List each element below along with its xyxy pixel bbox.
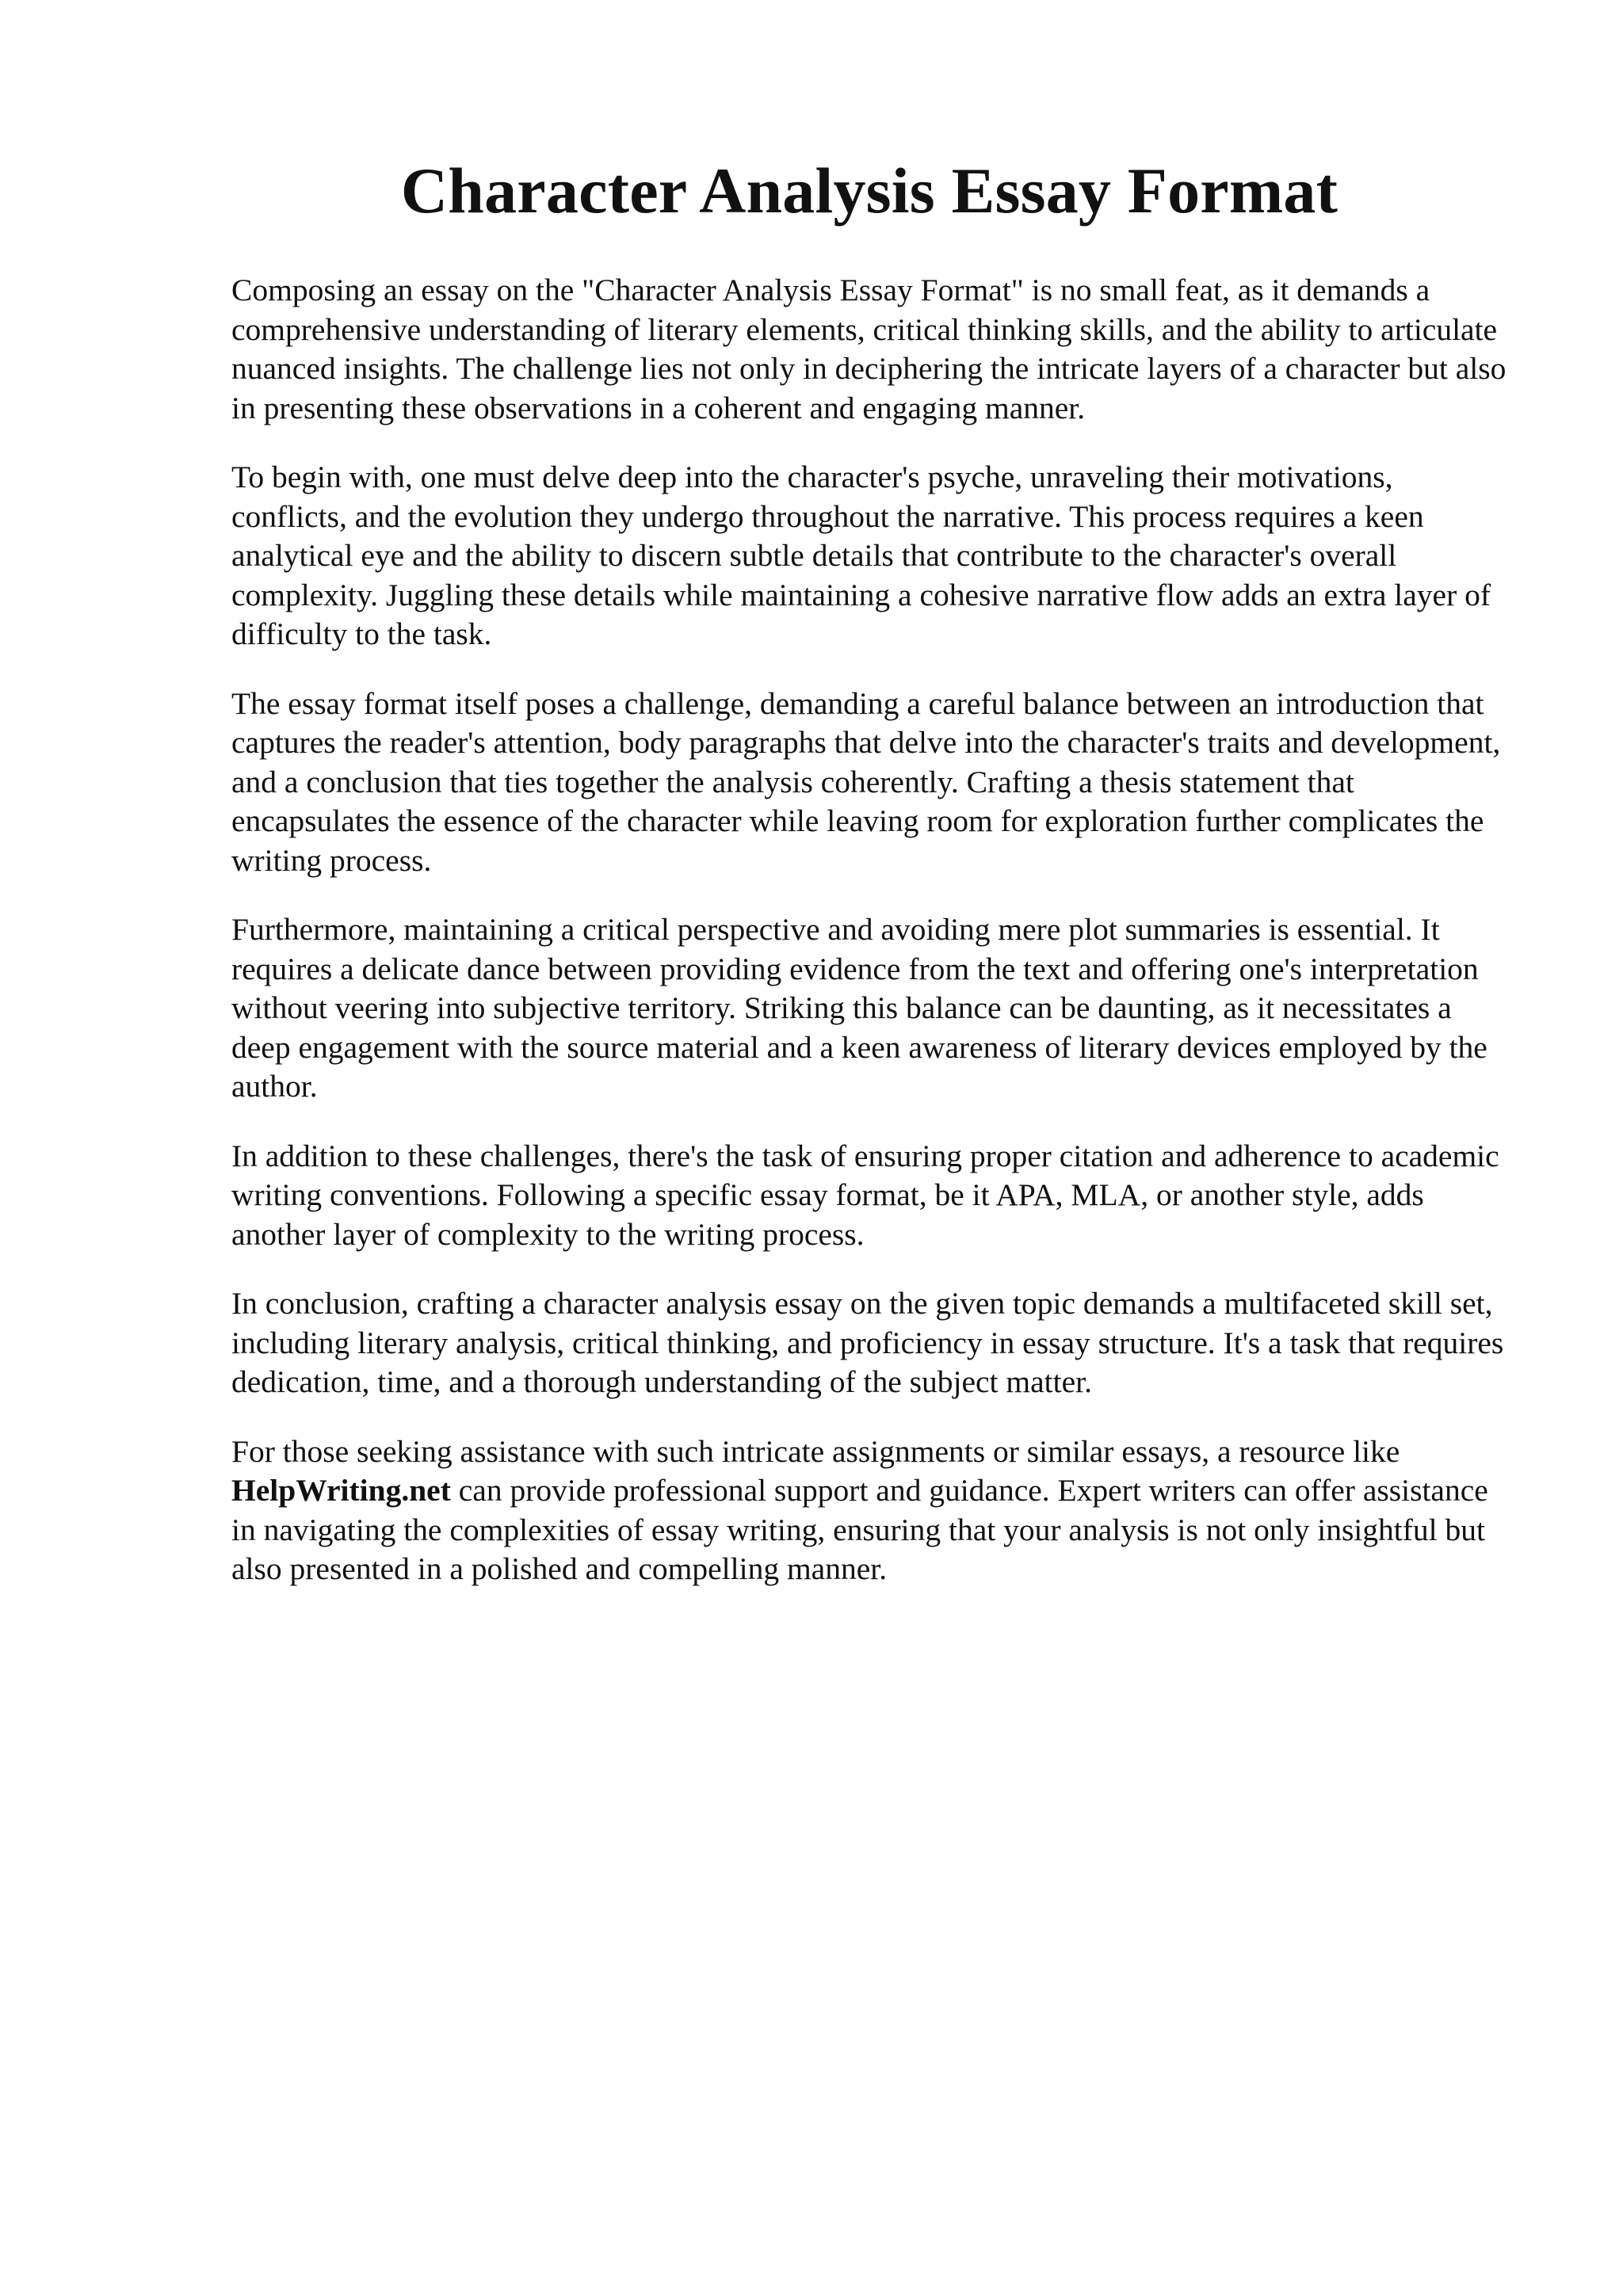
paragraph-psyche: To begin with, one must delve deep into the character's psyche, unraveling their motivations, conflicts, and the evolution they undergo throughout the narrative. This process requires a keen analytical eye and the ability to discern subtle details that contribute to the character's overall complexity. Juggling these details while maintaining a cohesive narrative flow adds an extra layer of difficulty to the task. [231,460,1491,651]
paragraph-citation: In addition to these challenges, there's the task of ensuring proper citation and adherence to academic writing conventions. Following a specific essay format, be it APA, MLA, or another style, adds another layer of complexity to the writing process. [231,1138,1499,1252]
document-body [231,147,1507,1619]
closing-text-after: can provide professional support and guidance. Expert writers can offer assistance in navigating the complexities of essay writing, ensuring that your analysis is not only insightful but also presented in a polished and compelling manner. [231,1473,1488,1586]
brand-name: HelpWriting.net [231,1473,451,1508]
paragraph-format: The essay format itself poses a challenge, demanding a careful balance between an introduction that captures the reader's attention, body paragraphs that delve into the character's traits and development, and a conclusion that ties together the analysis coherently. Crafting a thesis statement that encapsulates the essence of the character while leaving room for exploration further complicates the writing process. [231,685,1501,878]
paragraph-closing [231,1432,1507,1589]
document-title: Character Analysis Essay Format [400,154,1338,227]
closing-text-before: For those seeking assistance with such intricate assignments or similar essays, a resource like [231,1433,1400,1469]
paragraph-conclusion: In conclusion, crafting a character analysis essay on the given topic demands a multifaceted skill set, including literary analysis, critical thinking, and proficiency in essay structure. It's a task that requires dedication, time, and a thorough understanding of the subject matter. [231,1286,1504,1399]
paragraph-perspective: Furthermore, maintaining a critical perspective and avoiding mere plot summaries is essential. It requires a delicate dance between providing evidence from the text and offering one's interpretation without veering into subjective territory. Striking this balance can be daunting, as it necessitates a deep engagement with the source material and a keen awareness of literary devices employed by the author. [231,912,1487,1104]
paragraph-intro: Composing an essay on the "Character Analysis Essay Format" is no small feat, as it demands a comprehensive understanding of literary elements, critical thinking skills, and the ability to articulate nuanced insights. The challenge lies not only in deciphering the intricate layers of a character but also in presenting these observations in a coherent and engaging manner. [231,273,1507,425]
